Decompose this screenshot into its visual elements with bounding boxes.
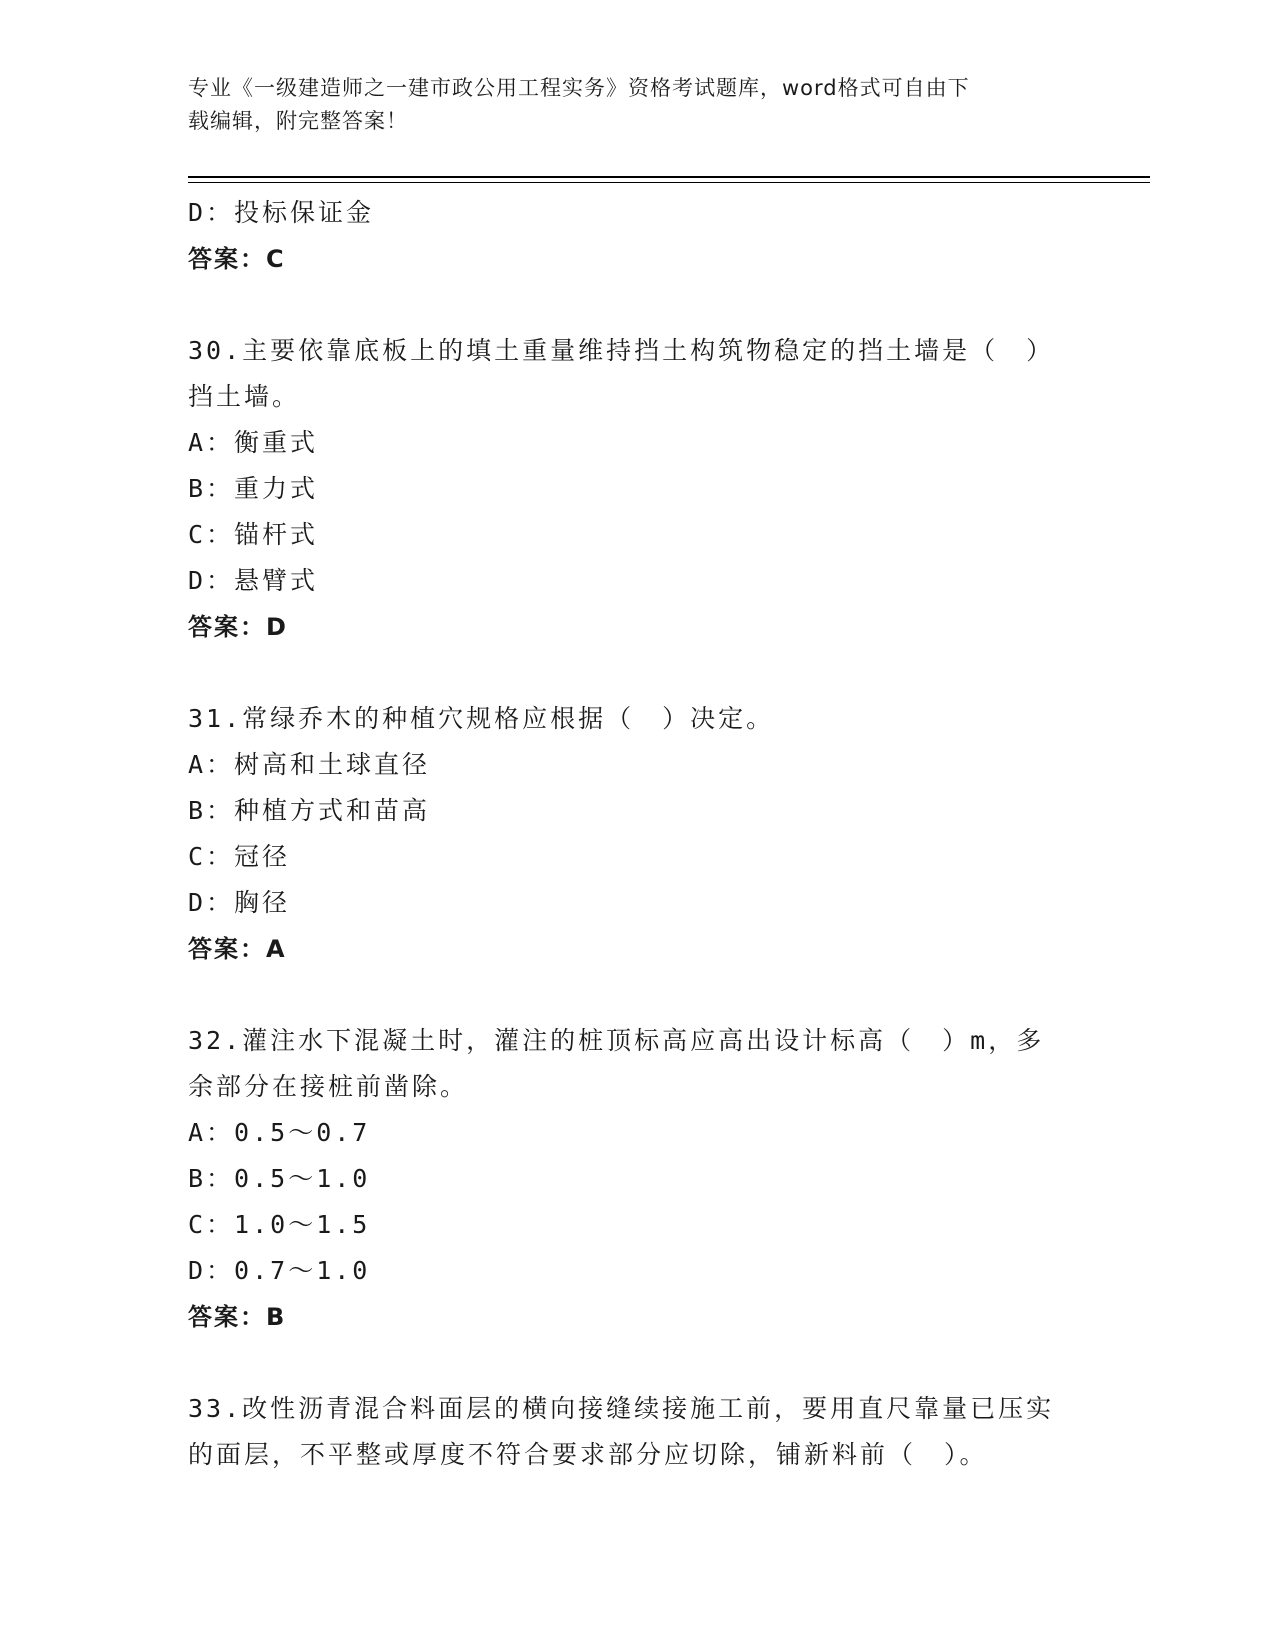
question-stem: 30.主要依靠底板上的填土重量维持挡土构筑物稳定的挡土墙是（ ） xyxy=(188,336,1055,365)
option-c: C：冠径 xyxy=(188,842,291,871)
answer-label: 答案：B xyxy=(188,1303,287,1331)
question-stem: 31.常绿乔木的种植穴规格应根据（ ）决定。 xyxy=(188,704,775,733)
question-stem-continued: 余部分在接桩前凿除。 xyxy=(188,1072,469,1101)
option-d: D：胸径 xyxy=(188,888,291,917)
option-d: D：投标保证金 xyxy=(188,198,375,227)
document-header xyxy=(188,72,1068,138)
option-d: D：悬臂式 xyxy=(188,566,319,595)
question-stem: 32.灌注水下混凝土时，灌注的桩顶标高应高出设计标高（ ）m，多 xyxy=(188,1026,1045,1055)
option-c: C：1.0～1.5 xyxy=(188,1210,371,1239)
option-a: A：0.5～0.7 xyxy=(188,1118,371,1147)
answer-label: 答案：D xyxy=(188,613,288,641)
option-c: C：锚杆式 xyxy=(188,520,319,549)
option-b: B：种植方式和苗高 xyxy=(188,796,431,825)
answer-label: 答案：A xyxy=(188,935,287,963)
question-list xyxy=(188,190,1088,1478)
header-divider-thin xyxy=(188,182,1150,183)
option-b: B：0.5～1.0 xyxy=(188,1164,371,1193)
answer-label: 答案：C xyxy=(188,245,286,273)
header-divider-thick xyxy=(188,176,1150,178)
question-stem: 33.改性沥青混合料面层的横向接缝续接施工前，要用直尺靠量已压实 xyxy=(188,1394,1055,1423)
header-line-1: 专业《一级建造师之一建市政公用工程实务》资格考试题库，word格式可自由下 xyxy=(188,76,970,100)
question-stem-continued: 的面层，不平整或厚度不符合要求部分应切除，铺新料前（ ）。 xyxy=(188,1440,988,1469)
option-d: D：0.7～1.0 xyxy=(188,1256,371,1285)
option-a: A：树高和土球直径 xyxy=(188,750,431,779)
question-stem-continued: 挡土墙。 xyxy=(188,382,301,411)
header-line-2: 载编辑，附完整答案！ xyxy=(188,109,408,133)
option-a: A：衡重式 xyxy=(188,428,319,457)
option-b: B：重力式 xyxy=(188,474,319,503)
